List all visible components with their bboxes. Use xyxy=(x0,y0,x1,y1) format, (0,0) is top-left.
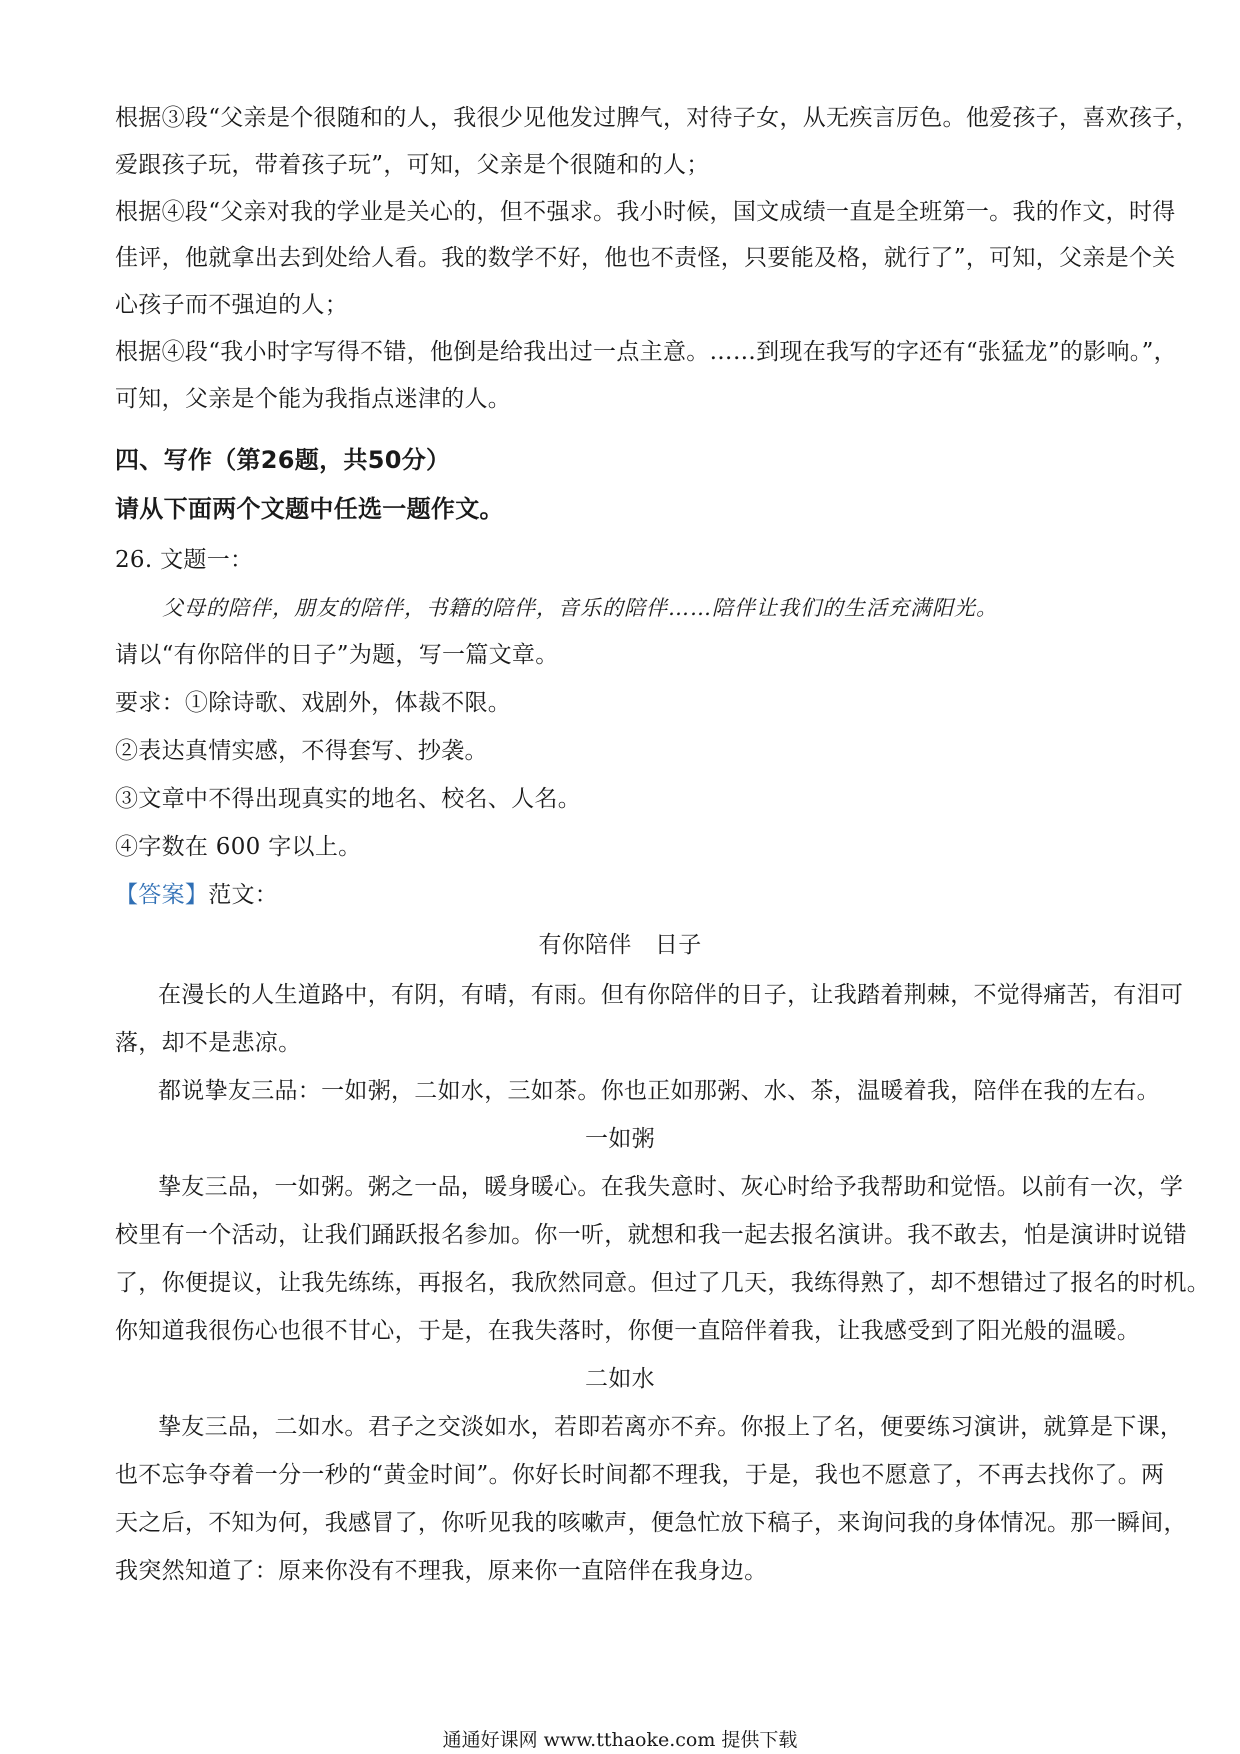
essay-paragraph-3-line-4: 你知道我很伤心也很不甘心，于是，在我失落时，你便一直陪伴着我，让我感受到了阳光般的温暖。 xyxy=(115,1318,1141,1344)
essay-subheading-1: 一如粥 xyxy=(585,1126,655,1152)
essay-subheading-2: 二如水 xyxy=(585,1366,655,1392)
analysis-paragraph-3-line-1: 根据④段“我小时字写得不错，他倒是给我出过一点主意。……到现在我写的字还有“张猛龙”的影响。”， xyxy=(115,339,1177,365)
essay-paragraph-1-line-1: 在漫长的人生道路中，有阴，有晴，有雨。但有你陪伴的日子，让我踏着荆棘，不觉得痛苦，有泪可 xyxy=(158,982,1184,1008)
essay-paragraph-1-line-2: 落，却不是悲凉。 xyxy=(115,1030,302,1056)
essay-paragraph-4-line-4: 我突然知道了：原来你没有不理我，原来你一直陪伴在我身边。 xyxy=(115,1558,768,1584)
essay-paragraph-3-line-3: 了，你便提议，让我先练练，再报名，我欣然同意。但过了几天，我练得熟了，却不想错过了报名的时机。 xyxy=(115,1270,1211,1296)
requirement-3: ③文章中不得出现真实的地名、校名、人名。 xyxy=(115,786,581,812)
essay-paragraph-4-line-3: 天之后，不知为何，我感冒了，你听见我的咳嗽声，便急忙放下稿子，来询问我的身体情况。那一瞬间， xyxy=(115,1510,1187,1536)
essay-title: 有你陪伴 日子 xyxy=(538,932,702,958)
essay-paragraph-4-line-2: 也不忘争夺着一分一秒的“黄金时间”。你好长时间都不理我，于是，我也不愿意了，不再去找你了。两 xyxy=(115,1462,1165,1488)
section-instruction: 请从下面两个文题中任选一题作文。 xyxy=(115,495,504,523)
essay-paragraph-4-line-1: 挚友三品，二如水。君子之交淡如水，若即若离亦不弃。你报上了名，便要练习演讲，就算是下课， xyxy=(158,1414,1184,1440)
analysis-paragraph-1-line-1: 根据③段“父亲是个很随和的人，我很少见他发过脾气，对待子女，从无疾言厉色。他爱孩子，喜欢孩子， xyxy=(115,105,1199,131)
analysis-paragraph-2-line-2: 佳评，他就拿出去到处给人看。我的数学不好，他也不责怪，只要能及格，就行了”，可知，父亲是个关 xyxy=(115,245,1176,271)
essay-paragraph-3-line-1: 挚友三品，一如粥。粥之一品，暖身暖心。在我失意时、灰心时给予我帮助和觉悟。以前有一次，学 xyxy=(158,1174,1184,1200)
answer-tag: 【答案】 xyxy=(115,882,209,908)
section-heading: 四、写作（第26题，共50分） xyxy=(115,446,451,474)
page-footer: 通通好课网 www.tthaoke.com 提供下载 xyxy=(442,1729,798,1751)
answer-label: 范文： xyxy=(208,882,279,908)
answer-label-line xyxy=(115,880,1135,910)
requirement-1: 要求：①除诗歌、戏剧外，体裁不限。 xyxy=(115,690,512,716)
requirement-4: ④字数在 600 字以上。 xyxy=(115,834,362,860)
essay-paragraph-3-line-2: 校里有一个活动，让我们踊跃报名参加。你一听，就想和我一起去报名演讲。我不敢去，怕是演讲时说错 xyxy=(115,1222,1187,1248)
question-task: 请以“有你陪伴的日子”为题，写一篇文章。 xyxy=(115,642,559,668)
analysis-paragraph-1-line-2: 爱跟孩子玩，带着孩子玩”，可知，父亲是个很随和的人； xyxy=(115,152,710,178)
essay-paragraph-2-line-1: 都说挚友三品：一如粥，二如水，三如茶。你也正如那粥、水、茶，温暖着我，陪伴在我的左右。 xyxy=(158,1078,1160,1104)
requirement-2: ②表达真情实感，不得套写、抄袭。 xyxy=(115,738,488,764)
analysis-paragraph-2-line-3: 心孩子而不强迫的人； xyxy=(115,292,348,318)
analysis-paragraph-3-line-2: 可知，父亲是个能为我指点迷津的人。 xyxy=(115,386,512,412)
question-number-label: 26. 文题一： xyxy=(115,547,254,573)
analysis-paragraph-2-line-1: 根据④段“父亲对我的学业是关心的，但不强求。我小时候，国文成绩一直是全班第一。我的作文，时得 xyxy=(115,199,1176,225)
question-prompt: 父母的陪伴，朋友的陪伴，书籍的陪伴，音乐的陪伴……陪伴让我们的生活充满阳光。 xyxy=(162,596,998,620)
